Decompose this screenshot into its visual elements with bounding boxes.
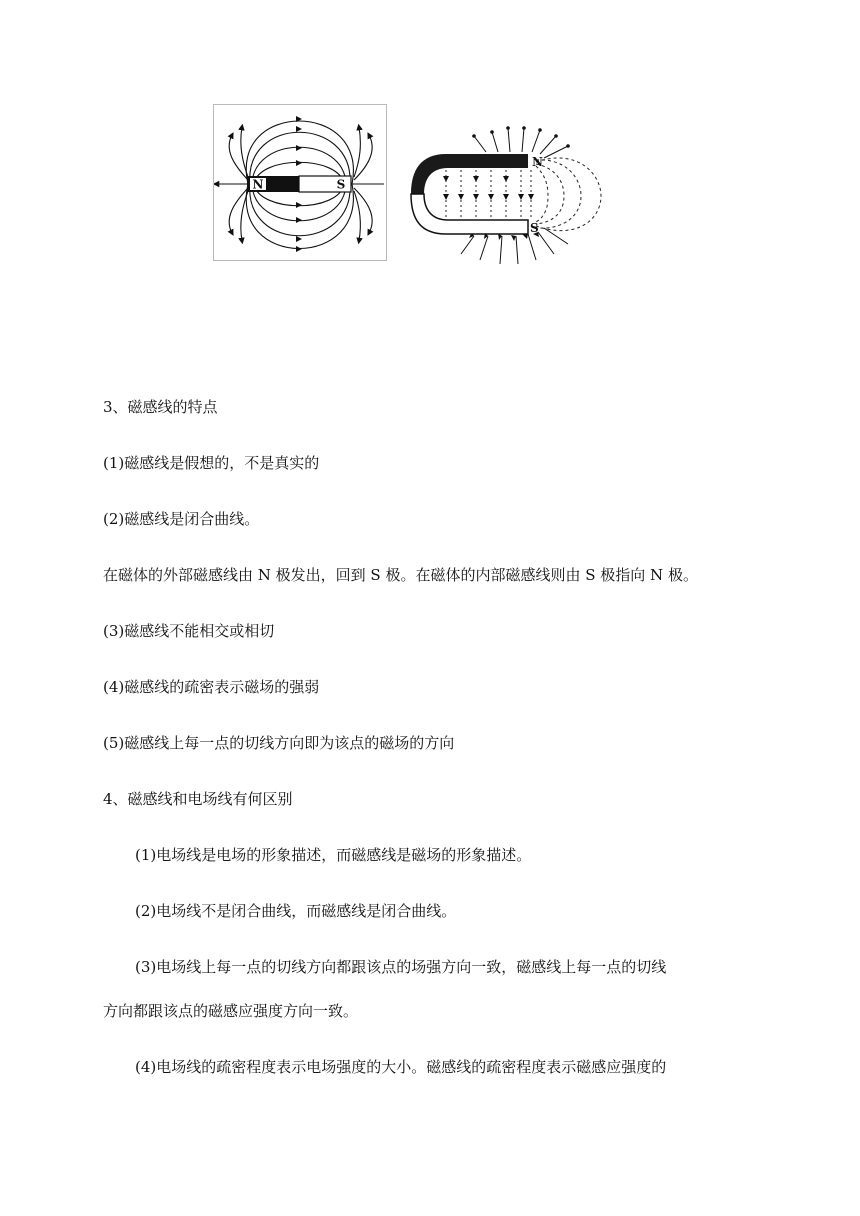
gap-arrows — [443, 176, 534, 200]
section-4-item-4: (4)电场线的疏密程度表示电场强度的大小。磁感线的疏密程度表示磁感应强度的 — [135, 1058, 667, 1076]
top-radiating-lines — [474, 128, 568, 158]
magnet-south-arm — [411, 194, 528, 234]
section-4-item-3-continued: 方向都跟该点的磁感应强度方向一致。 — [103, 1002, 359, 1020]
bar-magnet-diagram — [214, 105, 386, 260]
horseshoe-magnet-diagram — [406, 118, 606, 270]
section-3-item-1: (1)磁感线是假想的，不是真实的 — [103, 454, 320, 472]
section-4-item-2: (2)电场线不是闭合曲线，而磁感线是闭合曲线。 — [135, 902, 457, 920]
section-3-item-5: (5)磁感线上每一点的切线方向即为该点的磁场的方向 — [103, 734, 455, 752]
section-3-heading: 3、磁感线的特点 — [103, 398, 218, 416]
section-3-item-4: (4)磁感线的疏密表示磁场的强弱 — [103, 678, 320, 696]
south-pole-label: S — [336, 177, 346, 192]
section-3-item-3: (3)磁感线不能相交或相切 — [103, 622, 275, 640]
horseshoe-south-label: S — [530, 221, 539, 235]
bar-magnet-field-figure — [213, 104, 387, 261]
horseshoe-north-label: N — [532, 155, 543, 169]
section-4-item-3: (3)电场线上每一点的切线方向都跟该点的场强方向一致，磁感线上每一点的切线 — [135, 958, 667, 976]
section-4-item-1: (1)电场线是电场的形象描述，而磁感线是磁场的形象描述。 — [135, 846, 532, 864]
section-4-heading: 4、磁感线和电场线有何区别 — [103, 790, 293, 808]
section-3-explanation: 在磁体的外部磁感线由 N 极发出，回到 S 极。在磁体的内部磁感线则由 S 极指向 N 极。 — [103, 566, 698, 584]
top-arrowheads — [472, 126, 570, 148]
magnet-north-arm — [411, 154, 528, 194]
horseshoe-magnet-field-figure — [406, 118, 606, 270]
north-pole-label: N — [252, 177, 264, 192]
dashed-field-lines — [536, 158, 601, 231]
section-3-item-2: (2)磁感线是闭合曲线。 — [103, 510, 260, 528]
